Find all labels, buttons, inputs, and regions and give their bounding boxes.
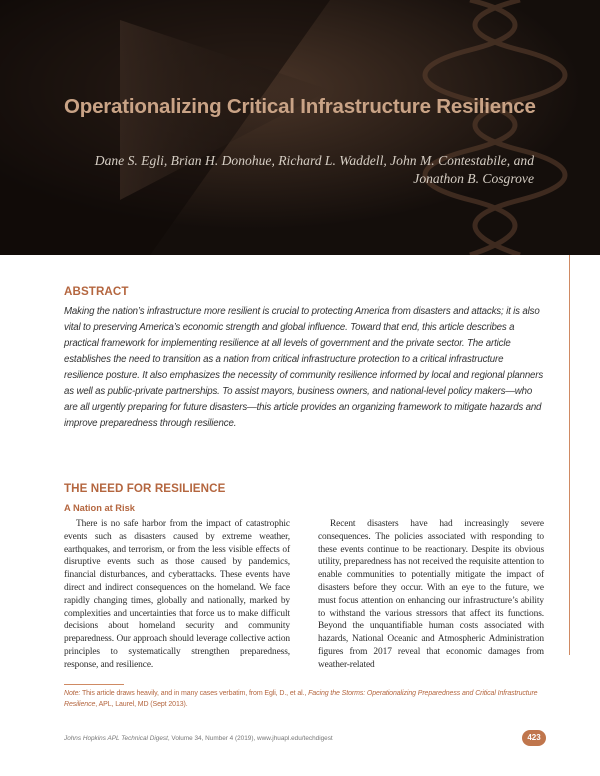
note-tail: , APL, Laurel, MD (Sept 2013). <box>95 701 188 708</box>
journal-name: Johns Hopkins APL Technical Digest <box>64 735 168 742</box>
footnote <box>64 688 546 710</box>
abstract-text: Making the nation’s infrastructure more resilient is crucial to protecting America from disasters and attacks; it is also vital to preserving America’s economic strength and global influence. Toward that end, this article describes a practical framework for implementing resilience at all levels of government and the private sector. The article establishes the need to transition as a nation from critical infrastructure protection to a critical infrastructure resilience posture. It also emphasizes the necessity of community resilience informed by local and regional planners as well as public-private partnerships. To assist mayors, business owners, and national-level policy makers—who are all urgently preparing for future disasters—this article provides an organizing framework to mitigate hazards and improve preparedness through resilience. <box>64 306 544 429</box>
paragraph: Recent disasters have had increasingly severe consequences. The policies associated with responding to these events continue to be reactionary. Despite its obvious utility, preparedness has not received the requisite attention to enable communities to potentially mitigate the impact of disasters before they occur. With an eye to the future, we must focus attention on enhancing our infrastructure’s ability to withstand the various stressors that affect its functions. Beyond the unquantifiable human costs associated with hazards, National Oceanic and Atmospheric Administration figures from 2017 reveal that economic damages from weather-related <box>318 519 544 670</box>
paragraph: There is no safe harbor from the impact of catastrophic events such as disasters caused by extreme weather, earthquakes, and terrorism, or from the less visible effects of disruptive events such as those caused by pandemics, financial disturbances, and cyberattacks. These events have direct and indirect consequences on the homeland. We face rapidly changing times, globally and nationally, marked by complexities and uncertainties that force us to make difficult decisions about homeland security and community preparedness. Our approach should leverage collective action principles to systematically strengthen preparedness, response, and resilience. <box>64 519 290 670</box>
authors-line-1: Dane S. Egli, Brian H. Donohue, Richard L. Waddell, John M. Contestabile, and <box>94 153 534 168</box>
margin-rule <box>569 255 570 655</box>
author-list <box>64 152 534 188</box>
page-number-badge: 423 <box>522 730 546 746</box>
journal-issue: , Volume 34, Number 4 (2019), www.jhuapl.edu/techdigest <box>167 735 333 742</box>
article-title: Operationalizing Critical Infrastructure Resilience <box>64 95 536 118</box>
authors-line-2: Jonathon B. Cosgrove <box>413 171 534 186</box>
note-text: This article draws heavily, and in many cases verbatim, from Egli, D., et al., <box>80 690 309 697</box>
note-divider <box>64 684 124 685</box>
body-column-right <box>318 518 544 672</box>
subsection-heading: A Nation at Risk <box>64 503 135 513</box>
note-cited-title: Facing the Storms: Operationalizing Preparedness and Critical Infrastructure Resilience <box>64 690 538 708</box>
body-column-left <box>64 518 290 672</box>
abstract-heading: ABSTRACT <box>64 285 129 298</box>
header-banner <box>0 0 600 255</box>
banner-background-graphic <box>0 0 600 255</box>
page-footer <box>64 735 333 742</box>
section-heading: THE NEED FOR RESILIENCE <box>64 482 226 495</box>
note-label: Note: <box>64 690 81 697</box>
